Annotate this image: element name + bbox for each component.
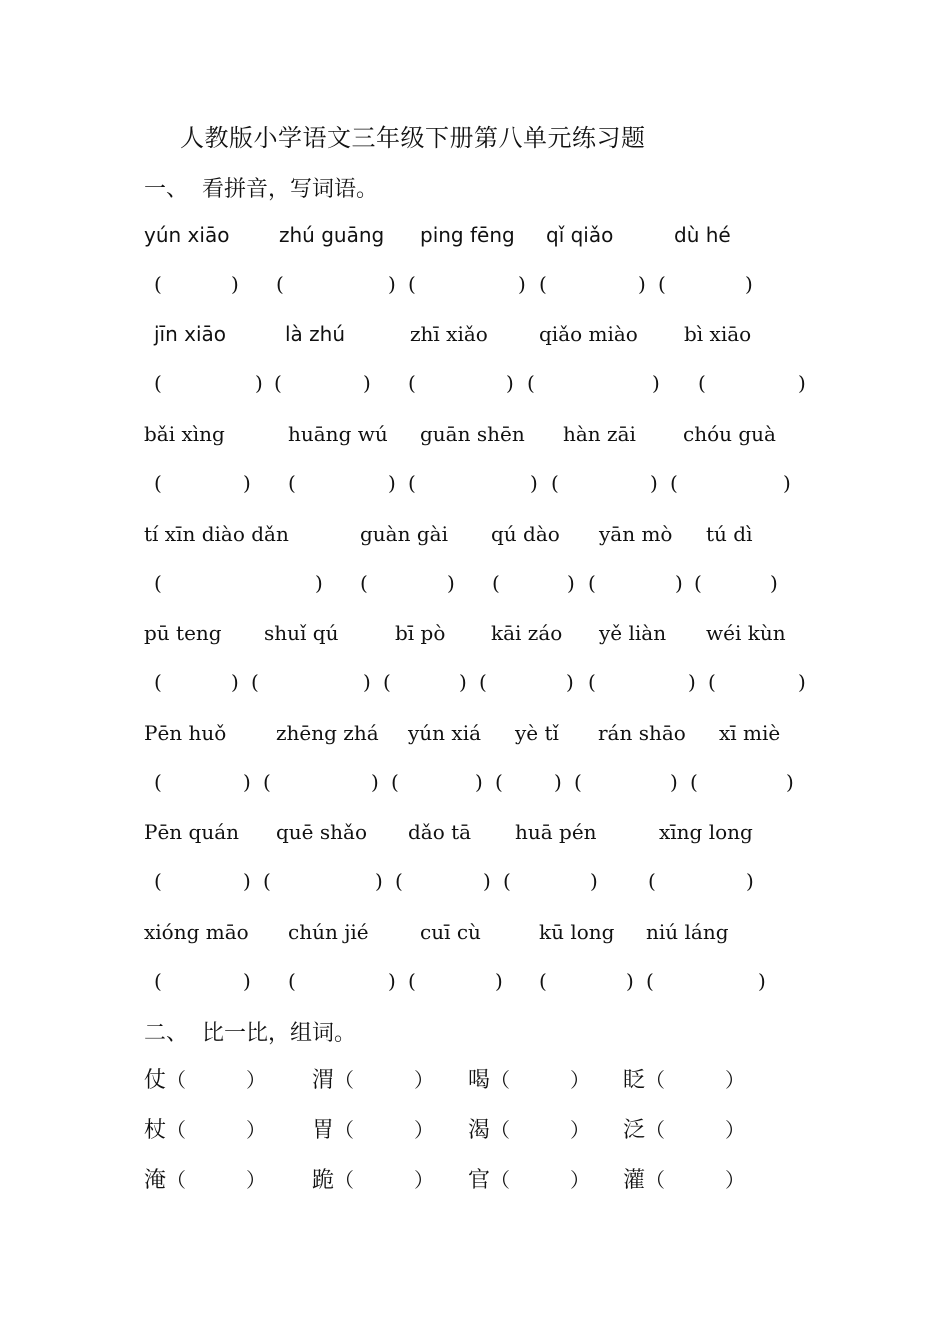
pinyin-item: dǎo tā bbox=[408, 820, 472, 844]
answer-bracket: ( bbox=[539, 272, 547, 296]
compare-item bbox=[623, 1114, 745, 1147]
answer-blank: （ ） bbox=[490, 1168, 591, 1192]
character-item: 淹 bbox=[144, 1168, 167, 1193]
compare-row-1 bbox=[0, 1064, 950, 1096]
compare-item bbox=[312, 1164, 434, 1197]
answer-bracket: ) bbox=[375, 869, 383, 893]
section-1-number: 一、 bbox=[144, 177, 189, 202]
answer-bracket: ( bbox=[648, 869, 656, 893]
answer-bracket: ) bbox=[388, 272, 396, 296]
answer-blank: （ ） bbox=[334, 1168, 435, 1192]
answer-bracket: ( bbox=[646, 969, 654, 993]
answer-bracket: ( bbox=[694, 571, 702, 595]
answer-bracket: ( bbox=[408, 969, 416, 993]
answer-bracket: ( bbox=[690, 770, 698, 794]
pinyin-row-3 bbox=[0, 418, 950, 450]
answer-row-6 bbox=[0, 766, 950, 798]
answer-bracket: ) bbox=[798, 371, 806, 395]
section-2-number: 二、 bbox=[144, 1021, 189, 1046]
answer-bracket: ( bbox=[154, 770, 162, 794]
answer-bracket: ) bbox=[798, 670, 806, 694]
answer-bracket: ) bbox=[638, 272, 646, 296]
answer-bracket: ( bbox=[154, 471, 162, 495]
answer-bracket: ( bbox=[263, 869, 271, 893]
answer-bracket: ( bbox=[383, 670, 391, 694]
pinyin-item: xīng long bbox=[659, 820, 753, 844]
pinyin-item: tí xīn diào dǎn bbox=[144, 522, 289, 546]
answer-bracket: ( bbox=[288, 471, 296, 495]
answer-bracket: ( bbox=[154, 571, 162, 595]
pinyin-row-5 bbox=[0, 617, 950, 649]
pinyin-item: zhī xiǎo bbox=[410, 322, 488, 346]
pinyin-item: huā pén bbox=[515, 820, 597, 844]
pinyin-item: dù hé bbox=[674, 223, 731, 247]
answer-bracket: ) bbox=[670, 770, 678, 794]
pinyin-item: guān shēn bbox=[420, 422, 525, 446]
answer-bracket: ) bbox=[590, 869, 598, 893]
pinyin-item: yún xiāo bbox=[144, 223, 230, 247]
answer-bracket: ) bbox=[363, 371, 371, 395]
answer-blank: （ ） bbox=[490, 1068, 591, 1092]
character-item: 杖 bbox=[144, 1118, 167, 1143]
answer-bracket: ) bbox=[506, 371, 514, 395]
pinyin-item: rán shāo bbox=[598, 721, 686, 745]
pinyin-item: niú láng bbox=[646, 920, 729, 944]
compare-item bbox=[623, 1164, 745, 1197]
answer-bracket: ) bbox=[388, 471, 396, 495]
answer-bracket: ( bbox=[154, 371, 162, 395]
answer-blank: （ ） bbox=[645, 1118, 746, 1142]
pinyin-item: yān mò bbox=[599, 522, 673, 546]
character-item: 仗 bbox=[144, 1068, 167, 1093]
character-item: 喝 bbox=[468, 1068, 491, 1093]
pinyin-item: hàn zāi bbox=[563, 422, 636, 446]
pinyin-item: bì xiāo bbox=[684, 322, 752, 346]
answer-bracket: ) bbox=[626, 969, 634, 993]
pinyin-item: xī miè bbox=[719, 721, 781, 745]
pinyin-row-7 bbox=[0, 816, 950, 848]
pinyin-item: Pēn quán bbox=[144, 820, 240, 844]
answer-bracket: ) bbox=[567, 571, 575, 595]
pinyin-item: xióng māo bbox=[144, 920, 249, 944]
pinyin-item: jīn xiāo bbox=[154, 322, 227, 346]
answer-row-5 bbox=[0, 666, 950, 698]
answer-bracket: ) bbox=[483, 869, 491, 893]
answer-bracket: ) bbox=[243, 869, 251, 893]
answer-bracket: ( bbox=[154, 670, 162, 694]
compare-item bbox=[468, 1114, 590, 1147]
character-item: 眨 bbox=[623, 1068, 646, 1093]
pinyin-item: quē shǎo bbox=[276, 820, 367, 844]
answer-bracket: ) bbox=[675, 571, 683, 595]
compare-item bbox=[312, 1064, 434, 1097]
pinyin-row-6 bbox=[0, 717, 950, 749]
answer-bracket: ( bbox=[588, 670, 596, 694]
answer-bracket: ( bbox=[527, 371, 535, 395]
compare-item bbox=[468, 1064, 590, 1097]
answer-bracket: ( bbox=[395, 869, 403, 893]
compare-item bbox=[144, 1114, 266, 1147]
answer-bracket: ) bbox=[745, 272, 753, 296]
pinyin-item: bī pò bbox=[395, 621, 446, 645]
answer-bracket: ) bbox=[566, 670, 574, 694]
answer-bracket: ) bbox=[255, 371, 263, 395]
answer-bracket: ( bbox=[495, 770, 503, 794]
compare-row-3 bbox=[0, 1164, 950, 1196]
answer-bracket: ) bbox=[688, 670, 696, 694]
answer-bracket: ) bbox=[746, 869, 754, 893]
answer-bracket: ) bbox=[770, 571, 778, 595]
compare-item bbox=[468, 1164, 590, 1197]
answer-bracket: ( bbox=[539, 969, 547, 993]
pinyin-item: kāi záo bbox=[491, 621, 563, 645]
answer-bracket: ( bbox=[551, 471, 559, 495]
answer-bracket: ( bbox=[408, 471, 416, 495]
answer-blank: （ ） bbox=[166, 1118, 267, 1142]
answer-blank: （ ） bbox=[645, 1168, 746, 1192]
answer-bracket: ) bbox=[459, 670, 467, 694]
pinyin-item: là zhú bbox=[285, 322, 346, 346]
answer-blank: （ ） bbox=[166, 1168, 267, 1192]
character-item: 泛 bbox=[623, 1118, 646, 1143]
answer-blank: （ ） bbox=[166, 1068, 267, 1092]
answer-bracket: ) bbox=[518, 272, 526, 296]
page-title: 人教版小学语文三年级下册第八单元练习题 bbox=[180, 124, 646, 152]
pinyin-item: yě liàn bbox=[599, 621, 667, 645]
character-item: 官 bbox=[468, 1168, 491, 1193]
answer-blank: （ ） bbox=[490, 1118, 591, 1142]
character-item: 胃 bbox=[312, 1118, 335, 1143]
pinyin-item: zhú guāng bbox=[279, 223, 385, 247]
answer-bracket: ( bbox=[360, 571, 368, 595]
pinyin-item: chóu guà bbox=[683, 422, 776, 446]
answer-bracket: ) bbox=[315, 571, 323, 595]
pinyin-item: yè tǐ bbox=[515, 721, 559, 745]
answer-bracket: ) bbox=[243, 770, 251, 794]
answer-bracket: ) bbox=[652, 371, 660, 395]
answer-bracket: ( bbox=[698, 371, 706, 395]
answer-bracket: ) bbox=[783, 471, 791, 495]
pinyin-item: wéi kùn bbox=[706, 621, 786, 645]
answer-bracket: ( bbox=[263, 770, 271, 794]
answer-row-1 bbox=[0, 268, 950, 300]
answer-bracket: ) bbox=[554, 770, 562, 794]
pinyin-item: qiǎo miào bbox=[539, 322, 638, 346]
pinyin-item: pū teng bbox=[144, 621, 222, 645]
answer-blank: （ ） bbox=[334, 1068, 435, 1092]
character-item: 跪 bbox=[312, 1168, 335, 1193]
answer-bracket: ) bbox=[243, 471, 251, 495]
section-2-title: 比一比，组词。 bbox=[202, 1021, 357, 1046]
answer-row-8 bbox=[0, 965, 950, 997]
answer-bracket: ( bbox=[588, 571, 596, 595]
answer-bracket: ) bbox=[495, 969, 503, 993]
compare-row-2 bbox=[0, 1114, 950, 1146]
compare-item bbox=[144, 1064, 266, 1097]
answer-bracket: ) bbox=[650, 471, 658, 495]
answer-bracket: ( bbox=[251, 670, 259, 694]
answer-bracket: ( bbox=[492, 571, 500, 595]
compare-item bbox=[312, 1114, 434, 1147]
answer-row-2 bbox=[0, 367, 950, 399]
answer-bracket: ) bbox=[475, 770, 483, 794]
pinyin-item: qú dào bbox=[491, 522, 560, 546]
answer-blank: （ ） bbox=[645, 1068, 746, 1092]
answer-bracket: ( bbox=[154, 272, 162, 296]
pinyin-item: zhēng zhá bbox=[276, 721, 379, 745]
character-item: 渭 bbox=[312, 1068, 335, 1093]
pinyin-item: yún xiá bbox=[408, 721, 482, 745]
pinyin-row-1 bbox=[0, 219, 950, 251]
answer-bracket: ) bbox=[786, 770, 794, 794]
pinyin-row-4 bbox=[0, 518, 950, 550]
section-1-heading bbox=[144, 172, 378, 203]
compare-item bbox=[623, 1064, 745, 1097]
section-2-heading bbox=[144, 1016, 356, 1047]
pinyin-item: ping fēng bbox=[420, 223, 515, 247]
answer-bracket: ( bbox=[708, 670, 716, 694]
answer-bracket: ( bbox=[391, 770, 399, 794]
answer-bracket: ( bbox=[658, 272, 666, 296]
pinyin-item: Pēn huǒ bbox=[144, 721, 227, 745]
answer-bracket: ( bbox=[670, 471, 678, 495]
answer-bracket: ( bbox=[288, 969, 296, 993]
answer-bracket: ( bbox=[154, 969, 162, 993]
answer-blank: （ ） bbox=[334, 1118, 435, 1142]
pinyin-item: kū long bbox=[539, 920, 615, 944]
pinyin-item: tú dì bbox=[706, 522, 753, 546]
answer-row-3 bbox=[0, 467, 950, 499]
answer-bracket: ( bbox=[154, 869, 162, 893]
answer-bracket: ( bbox=[408, 371, 416, 395]
pinyin-item: shuǐ qú bbox=[264, 621, 339, 645]
pinyin-item: qǐ qiǎo bbox=[546, 223, 614, 247]
pinyin-item: cuī cù bbox=[420, 920, 481, 944]
answer-bracket: ) bbox=[758, 969, 766, 993]
answer-bracket: ( bbox=[276, 272, 284, 296]
pinyin-row-2 bbox=[0, 318, 950, 350]
answer-bracket: ) bbox=[231, 272, 239, 296]
character-item: 灌 bbox=[623, 1168, 646, 1193]
answer-row-4 bbox=[0, 567, 950, 599]
answer-bracket: ( bbox=[408, 272, 416, 296]
answer-bracket: ( bbox=[479, 670, 487, 694]
answer-bracket: ) bbox=[530, 471, 538, 495]
pinyin-item: huāng wú bbox=[288, 422, 388, 446]
answer-bracket: ) bbox=[371, 770, 379, 794]
answer-row-7 bbox=[0, 865, 950, 897]
answer-bracket: ) bbox=[243, 969, 251, 993]
answer-bracket: ) bbox=[231, 670, 239, 694]
answer-bracket: ) bbox=[388, 969, 396, 993]
answer-bracket: ( bbox=[503, 869, 511, 893]
section-1-title: 看拼音，写词语。 bbox=[202, 177, 379, 202]
pinyin-item: chún jié bbox=[288, 920, 369, 944]
pinyin-item: guàn gài bbox=[360, 522, 448, 546]
compare-item bbox=[144, 1164, 266, 1197]
answer-bracket: ) bbox=[447, 571, 455, 595]
pinyin-item: bǎi xìng bbox=[144, 422, 225, 446]
character-item: 渴 bbox=[468, 1118, 491, 1143]
answer-bracket: ( bbox=[574, 770, 582, 794]
pinyin-row-8 bbox=[0, 916, 950, 948]
answer-bracket: ( bbox=[274, 371, 282, 395]
answer-bracket: ) bbox=[363, 670, 371, 694]
